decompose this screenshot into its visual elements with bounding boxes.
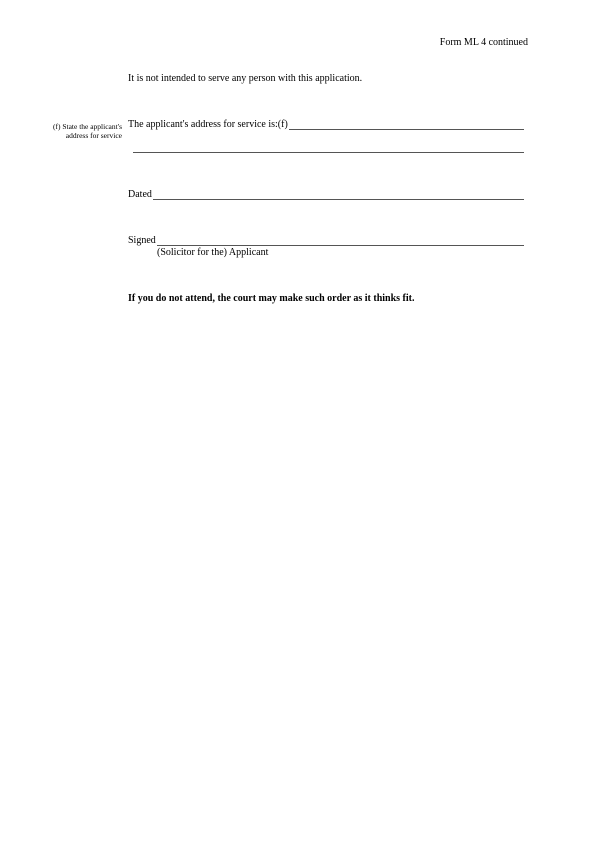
address-field [128,119,524,130]
dated-input-line[interactable] [153,189,524,200]
signed-field [128,235,524,246]
signature-input-line[interactable] [157,235,524,246]
margin-note-line2: address for service [65,131,122,140]
dated-field-label: Dated [128,189,152,200]
dated-field [128,189,524,200]
form-reference: Form ML 4 continued [439,37,528,48]
signatory-caption: (Solicitor for the) Applicant [157,247,269,258]
margin-note-line1: (f) State the applicant's [52,122,122,131]
address-input-line[interactable] [289,119,524,130]
address-input-line-2[interactable] [133,152,524,153]
address-field-label: The applicant's address for service is:(f) [128,119,288,130]
attendance-warning: If you do not attend, the court may make such order as it thinks fit. [128,293,415,304]
intro-statement: It is not intended to serve any person with this application. [128,73,363,84]
signed-field-label: Signed [128,235,156,246]
margin-note [12,122,122,140]
